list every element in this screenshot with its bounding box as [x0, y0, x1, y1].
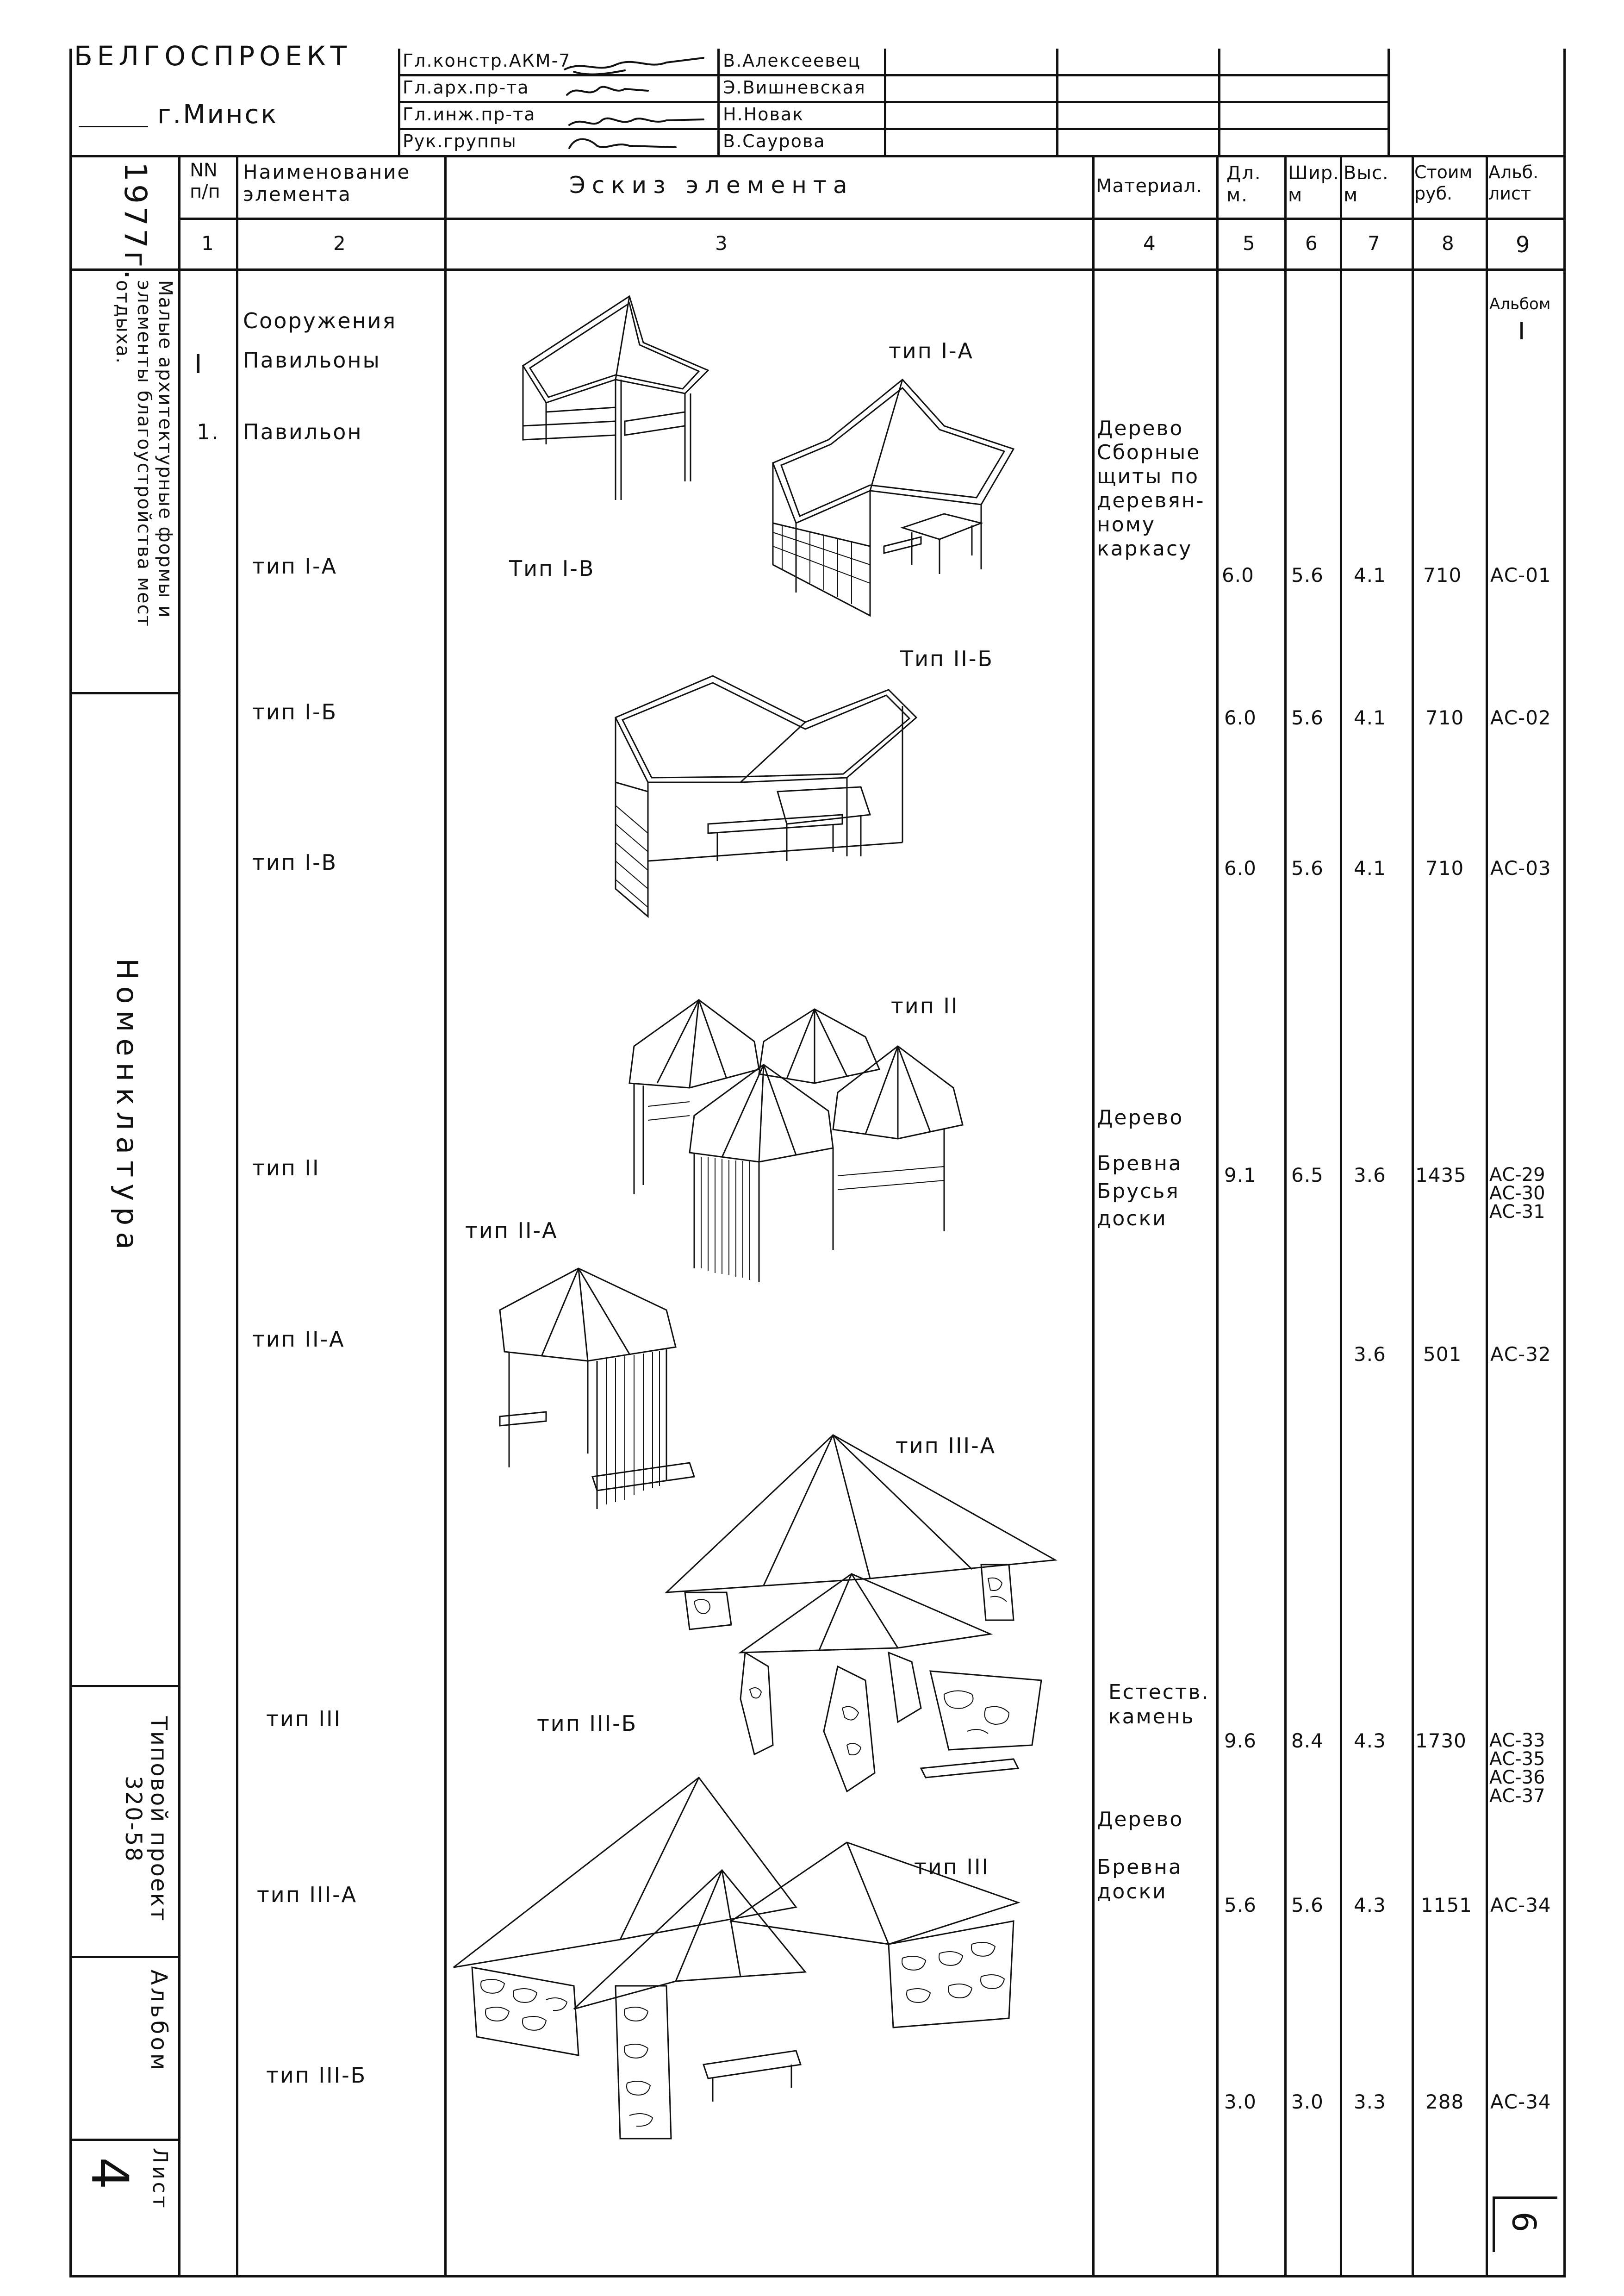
album-sheet: АС-37	[1489, 1785, 1545, 1807]
sketch-label: тип II	[891, 993, 959, 1018]
title-role: Гл.арх.пр-та	[403, 77, 529, 98]
material-line: Дерево	[1097, 1106, 1184, 1129]
margin-rule	[69, 1956, 180, 1958]
cost: 710	[1425, 857, 1464, 880]
sketch-label: тип III	[914, 1854, 990, 1879]
row-name: тип II-А	[252, 1327, 345, 1352]
col-number: 5	[1243, 232, 1256, 255]
album-sheet: АС-36	[1489, 1767, 1545, 1788]
row-name: тип I-А	[252, 554, 338, 579]
sketch-label: Тип II-Б	[900, 646, 994, 671]
title-rule	[398, 101, 1388, 103]
title-role: Гл.констр.АКМ-7	[403, 50, 571, 71]
header-col9: Альб. лист	[1488, 162, 1539, 204]
col-number: 8	[1442, 232, 1455, 255]
header-col3: Эскиз элемента	[569, 172, 854, 199]
material-line: деревян-	[1097, 488, 1205, 512]
header-col1: NN п/п	[190, 160, 220, 202]
title-name: В.Алексеевец	[723, 50, 861, 71]
title-name: Н.Новак	[723, 104, 804, 125]
length: 5.6	[1224, 1894, 1257, 1916]
col-number: 4	[1143, 232, 1156, 255]
width: 5.6	[1291, 564, 1324, 586]
height: 4.1	[1354, 857, 1386, 880]
sketch-label: Тип I-В	[509, 556, 595, 581]
pavilion-type-1v-sketch	[514, 287, 754, 518]
width: 8.4	[1291, 1729, 1324, 1752]
width: 6.5	[1291, 1164, 1324, 1186]
col-number: 1	[201, 232, 214, 255]
album-sheet: АС-02	[1490, 706, 1551, 729]
cost: 710	[1423, 564, 1462, 586]
pavilion-type-2-sketch	[620, 991, 1027, 1287]
col-divider	[236, 155, 238, 2277]
section-roman: I	[194, 349, 202, 380]
title-name: В.Саурова	[723, 131, 826, 151]
margin-rule	[69, 2139, 180, 2141]
col-number: 7	[1368, 232, 1381, 255]
title-rule	[398, 74, 1388, 76]
bottom-rule	[69, 2275, 1566, 2277]
header-col7: Выс. м	[1344, 162, 1389, 206]
cost: 1151	[1421, 1894, 1472, 1916]
album-label: Альбом	[146, 1970, 172, 2073]
col-divider	[1092, 155, 1095, 2277]
col-divider	[1486, 155, 1488, 2277]
album-sheet: АС-33	[1489, 1730, 1545, 1751]
sheet-number: 4	[80, 2157, 139, 2190]
cost: 1435	[1415, 1164, 1467, 1186]
material-line: Естеств.	[1108, 1680, 1210, 1704]
org-name: БЕЛГОСПРОЕКТ	[74, 40, 352, 72]
material-line: Бревна	[1097, 1152, 1182, 1176]
sketch-label: тип III-А	[896, 1433, 996, 1458]
width: 5.6	[1291, 1894, 1324, 1916]
title-role: Рук.группы	[403, 131, 517, 151]
length: 6.0	[1222, 564, 1254, 586]
item-name: Павильон	[243, 419, 363, 444]
header-col8: Стоим руб.	[1414, 162, 1473, 204]
left-border	[69, 49, 72, 2277]
material-line: доски	[1097, 1879, 1167, 1903]
col-number: 3	[715, 232, 728, 255]
pavilion-type-1b-sketch	[602, 667, 972, 917]
row-name: тип II	[252, 1155, 320, 1180]
col-divider	[1284, 155, 1287, 2277]
album-sheet-list	[1489, 1166, 1545, 1221]
material-line: ному	[1097, 512, 1156, 537]
material-block	[1108, 1680, 1209, 1729]
width: 5.6	[1291, 857, 1324, 880]
album-sheet: АС-34	[1490, 2090, 1551, 2113]
section-caption: Малые архитектурные формы и элементы благоустройства мест отдыха.	[112, 280, 176, 627]
length: 9.6	[1224, 1729, 1257, 1752]
header-col6: Шир. м	[1288, 162, 1339, 206]
material-line: Брусья	[1097, 1179, 1180, 1203]
col-divider	[1412, 155, 1414, 2277]
pavilion-type-1a-sketch	[764, 370, 1014, 620]
material-line: Бревна	[1097, 1855, 1182, 1879]
height: 3.6	[1354, 1164, 1386, 1186]
row-name: тип I-В	[252, 850, 338, 875]
album-sheet: АС-01	[1490, 564, 1551, 586]
title-name: Э.Вишневская	[723, 77, 866, 98]
header-rule	[69, 268, 1566, 271]
material-line: доски	[1097, 1207, 1167, 1231]
album-sheet: АС-29	[1489, 1164, 1545, 1185]
city-underline	[79, 126, 148, 127]
cost: 288	[1425, 2090, 1464, 2113]
document-title: Номенклатура	[110, 958, 144, 1256]
album-sheet: АС-03	[1490, 857, 1551, 880]
album-sheet: АС-35	[1489, 1748, 1545, 1770]
width: 3.0	[1291, 2090, 1324, 2113]
page-number: 6	[1505, 2211, 1543, 2233]
col-divider	[1216, 155, 1219, 2277]
header-col4: Материал.	[1096, 175, 1203, 197]
margin-rule	[69, 1685, 180, 1687]
left-strip-divider	[178, 155, 180, 2277]
album-sheet-list	[1489, 1731, 1545, 1805]
material-line: Дерево	[1097, 1808, 1184, 1831]
col-number: 6	[1305, 232, 1318, 255]
material-line: Дерево	[1097, 417, 1184, 440]
width: 5.6	[1291, 706, 1324, 729]
row-name: тип III	[266, 1706, 342, 1731]
material-line: Сборные	[1097, 440, 1201, 464]
right-border	[1563, 49, 1566, 2277]
city: г.Минск	[157, 100, 279, 130]
material-block	[1097, 1808, 1183, 1904]
cost: 710	[1425, 706, 1464, 729]
album-sheet: АС-32	[1490, 1343, 1551, 1366]
sketch-label: тип II-А	[465, 1218, 558, 1243]
height: 4.3	[1354, 1729, 1386, 1752]
col-number: 2	[333, 232, 346, 255]
album-sheet: АС-34	[1490, 1894, 1551, 1916]
project-caption: Типовой проект 320-58	[120, 1716, 172, 1922]
height: 4.3	[1354, 1894, 1386, 1916]
header-rule	[178, 218, 1566, 220]
height: 4.1	[1354, 564, 1386, 586]
col-divider	[1340, 155, 1342, 2277]
material-line: щиты по	[1097, 464, 1200, 488]
cost: 501	[1423, 1343, 1462, 1366]
album-sheet: АС-30	[1489, 1183, 1545, 1204]
height: 4.1	[1354, 706, 1386, 729]
material-block	[1097, 417, 1205, 561]
year: 1977г.	[118, 162, 153, 282]
col-number: 9	[1516, 232, 1531, 258]
title-role: Гл.инж.пр-та	[403, 104, 536, 125]
material-line: каркасу	[1097, 537, 1193, 561]
margin-rule	[69, 692, 180, 694]
length: 3.0	[1224, 2090, 1257, 2113]
sketch-label: тип I-А	[889, 338, 974, 363]
album-ref-number: I	[1518, 318, 1525, 345]
album-ref: Альбом	[1489, 295, 1551, 313]
pavilion-type-3a-sketch	[657, 1426, 1074, 1666]
sketch-label: тип III-Б	[537, 1711, 638, 1736]
item-number: 1.	[197, 419, 220, 444]
pavilion-type-3-sketch	[444, 1768, 1018, 2148]
album-sheet: АС-31	[1489, 1201, 1545, 1223]
row-name: тип III-А	[257, 1882, 358, 1907]
signatures	[555, 51, 713, 155]
length: 9.1	[1224, 1164, 1257, 1186]
material-block	[1097, 1104, 1183, 1233]
section-title: Сооружения	[243, 308, 397, 333]
title-rule	[398, 128, 1388, 130]
height: 3.6	[1354, 1343, 1386, 1366]
length: 6.0	[1224, 706, 1257, 729]
height: 3.3	[1354, 2090, 1386, 2113]
header-col2: Наименование элемента	[243, 161, 411, 206]
sheet-label: Лист	[148, 2148, 172, 2211]
cost: 1730	[1415, 1729, 1467, 1752]
material-line: камень	[1108, 1704, 1195, 1728]
section-subtitle: Павильоны	[243, 348, 381, 373]
header-col5: Дл. м.	[1226, 162, 1262, 206]
row-name: тип I-Б	[252, 699, 338, 724]
length: 6.0	[1224, 857, 1257, 880]
row-name: тип III-Б	[266, 2063, 367, 2088]
